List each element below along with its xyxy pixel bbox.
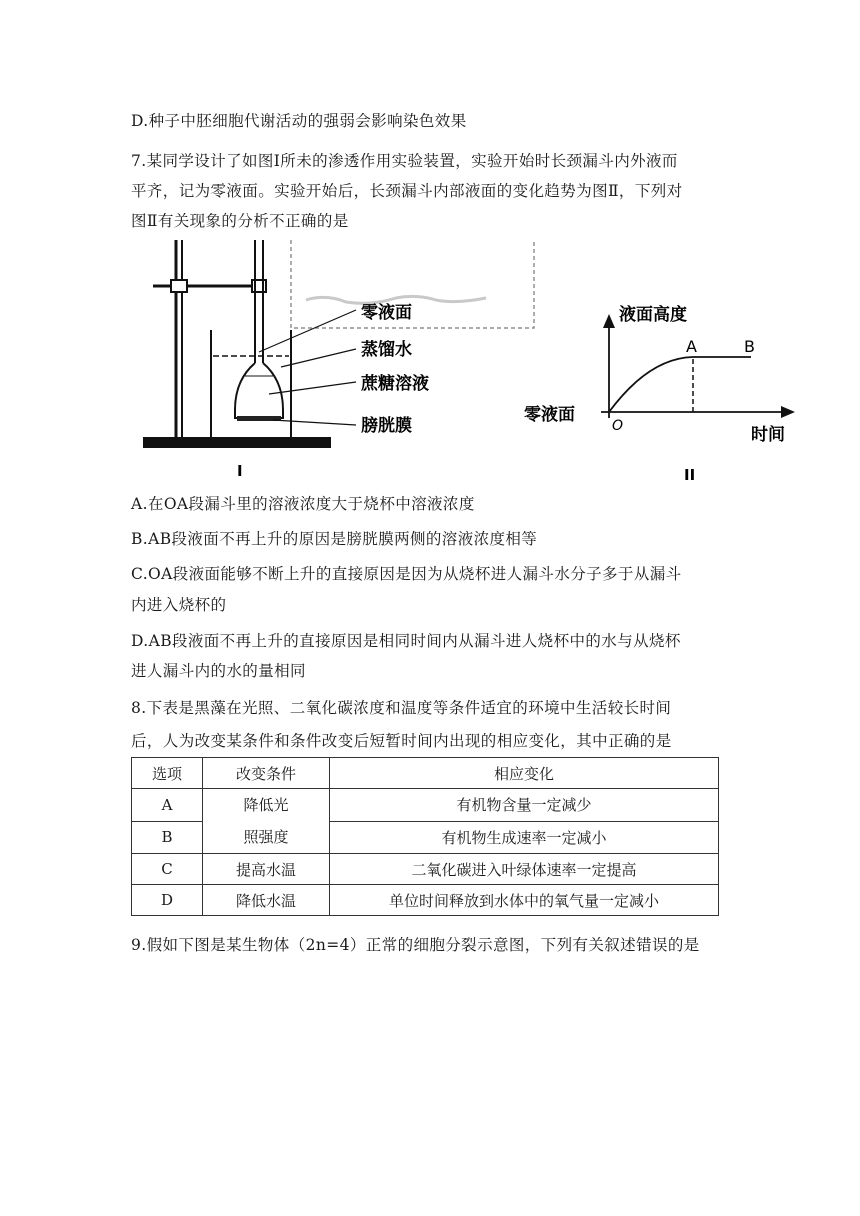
table-cell-condition-merged	[203, 789, 330, 854]
label-distilled-water: 蒸馏水	[361, 340, 412, 360]
q9-stem: 9.假如下图是某生物体（2n=4）正常的细胞分裂示意图，下列有关叙述错误的是	[131, 936, 700, 954]
q7-stem-line-1: 7.某同学设计了如图Ⅰ所未的渗透作用实验装置，实验开始时长颈漏斗内外液而	[131, 152, 678, 170]
table-cell-option: A	[132, 789, 203, 822]
long-neck-funnel	[235, 240, 283, 421]
stand-base	[143, 437, 331, 448]
graph-y-label: 液面高度	[619, 305, 687, 325]
graph-x-label: 时间	[751, 425, 785, 445]
merged-condition-line-1: 降低光	[243, 796, 289, 814]
q7-option-c-line-1: C.OA段液面能够不断上升的直接原因是因为从烧杯进人漏斗水分子多于从漏斗	[131, 565, 682, 583]
figure-2-caption: II	[684, 466, 696, 482]
label-sucrose-solution: 蔗糖溶液	[361, 374, 429, 394]
table-header: 改变条件	[203, 758, 330, 789]
graph-point-b: B	[744, 337, 755, 356]
table-cell-option: B	[132, 821, 203, 854]
table-cell-change: 单位时间释放到水体中的氧气量一定减小	[330, 885, 719, 916]
q7-stem-line-3: 图Ⅱ有关现象的分析不正确的是	[131, 212, 349, 230]
q7-figure	[131, 240, 801, 482]
q8-table	[131, 757, 719, 916]
q7-option-d-line-2: 进人漏斗内的水的量相同	[131, 662, 306, 680]
clamp-boss	[171, 280, 187, 292]
graph-point-a: A	[686, 337, 697, 356]
table-header: 相应变化	[330, 758, 719, 789]
q7-option-b: B.AB段液面不再上升的原因是膀胱膜两侧的溶液浓度相等	[131, 530, 538, 548]
level-curve	[609, 357, 751, 412]
table-cell-option: C	[132, 854, 203, 885]
table-row	[132, 885, 719, 916]
table-header: 选项	[132, 758, 203, 789]
dashed-frame	[291, 240, 534, 328]
label-zero-level: 零液面	[361, 303, 412, 323]
table-row	[132, 789, 719, 822]
table-cell-option: D	[132, 885, 203, 916]
q8-stem-line-2: 后，人为改变某条件和条件改变后短暂时间内出现的相应变化，其中正确的是	[131, 732, 672, 750]
table-cell-change: 有机物含量一定减少	[330, 789, 719, 822]
table-header-row	[132, 758, 719, 789]
q7-option-d-line-1: D.AB段液面不再上升的直接原因是相同时间内从漏斗进人烧杯中的水与从烧杯	[131, 632, 681, 650]
q7-option-c-line-2: 内进入烧杯的	[131, 596, 227, 614]
graph-zero-label: 零液面	[524, 405, 575, 425]
table-cell-condition: 降低水温	[203, 885, 330, 916]
q8-stem-line-1: 8.下表是黑藻在光照、二氧化碳浓度和温度等条件适宜的环境中生活较长时间	[131, 699, 672, 717]
table-cell-change: 二氧化碳进入叶绿体速率一定提高	[330, 854, 719, 885]
table-cell-change: 有机物生成速率一定减小	[330, 821, 719, 854]
q7-option-a: A.在OA段漏斗里的溶液浓度大于烧杯中溶液浓度	[131, 495, 475, 513]
table-row	[132, 854, 719, 885]
table-cell-condition: 提高水温	[203, 854, 330, 885]
y-axis-arrow	[603, 314, 615, 328]
graph-2	[601, 314, 795, 418]
q7-stem-line-2: 平齐，记为零液面。实验开始后，长颈漏斗内部液面的变化趋势为图Ⅱ，下列对	[131, 182, 683, 200]
graph-origin: O	[612, 418, 624, 434]
merged-condition-line-2: 照强度	[243, 828, 289, 846]
figure-1-caption: I	[237, 462, 243, 480]
q6-option-d: D.种子中胚细胞代谢活动的强弱会影响染色效果	[131, 112, 467, 130]
x-axis-arrow	[781, 406, 795, 418]
label-bladder-membrane: 膀胱膜	[361, 416, 412, 436]
